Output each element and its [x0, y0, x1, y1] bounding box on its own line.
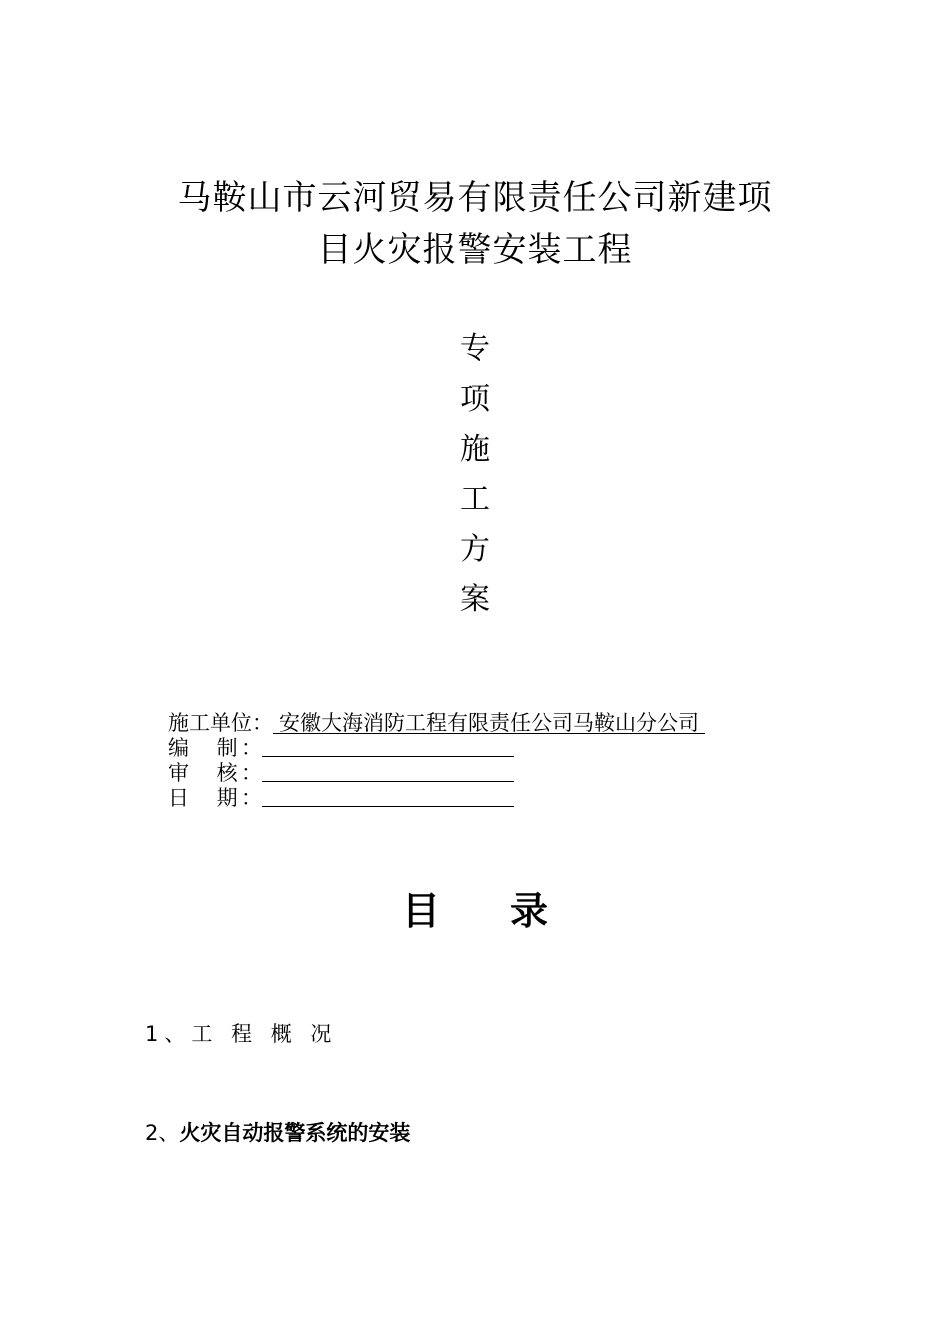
- toc-heading: [0, 888, 950, 934]
- toc-item-number: 2、: [145, 1121, 180, 1145]
- document-title-line-1: 马鞍山市云河贸易有限责任公司新建项: [177, 178, 773, 218]
- construction-unit-label: 施工单位：: [168, 711, 273, 735]
- construction-unit-value: 安徽大海消防工程有限责任公司马鞍山分公司: [273, 711, 705, 734]
- toc-heading-right: 录: [510, 889, 549, 933]
- toc-item-title: 火灾自动报警系统的安装: [179, 1121, 411, 1145]
- toc-item-title: 工 程 概 况: [191, 1022, 338, 1046]
- compiler-blank: [262, 736, 514, 757]
- vertical-title-char: 案: [460, 582, 490, 617]
- document-title-line-2: 目火灾报警安装工程: [317, 230, 633, 270]
- toc-heading-left: 目: [401, 889, 440, 933]
- toc-item: [145, 1021, 337, 1047]
- date-row: [168, 786, 514, 810]
- date-blank: [262, 786, 514, 807]
- construction-unit-row: [168, 711, 705, 735]
- vertical-title-char: 专: [460, 331, 490, 366]
- reviewer-row: [168, 761, 514, 785]
- toc-item-number: 1、: [145, 1022, 192, 1046]
- vertical-title-char: 工: [460, 482, 490, 517]
- compiler-row: [168, 736, 514, 760]
- compiler-label: 编 制：: [168, 736, 262, 760]
- date-label: 日 期：: [168, 786, 262, 810]
- vertical-title-char: 方: [460, 532, 490, 567]
- vertical-title-char: 施: [460, 432, 490, 467]
- reviewer-label: 审 核：: [168, 761, 262, 785]
- toc-item: [145, 1120, 410, 1146]
- reviewer-blank: [262, 761, 514, 782]
- vertical-title-char: 项: [460, 382, 490, 417]
